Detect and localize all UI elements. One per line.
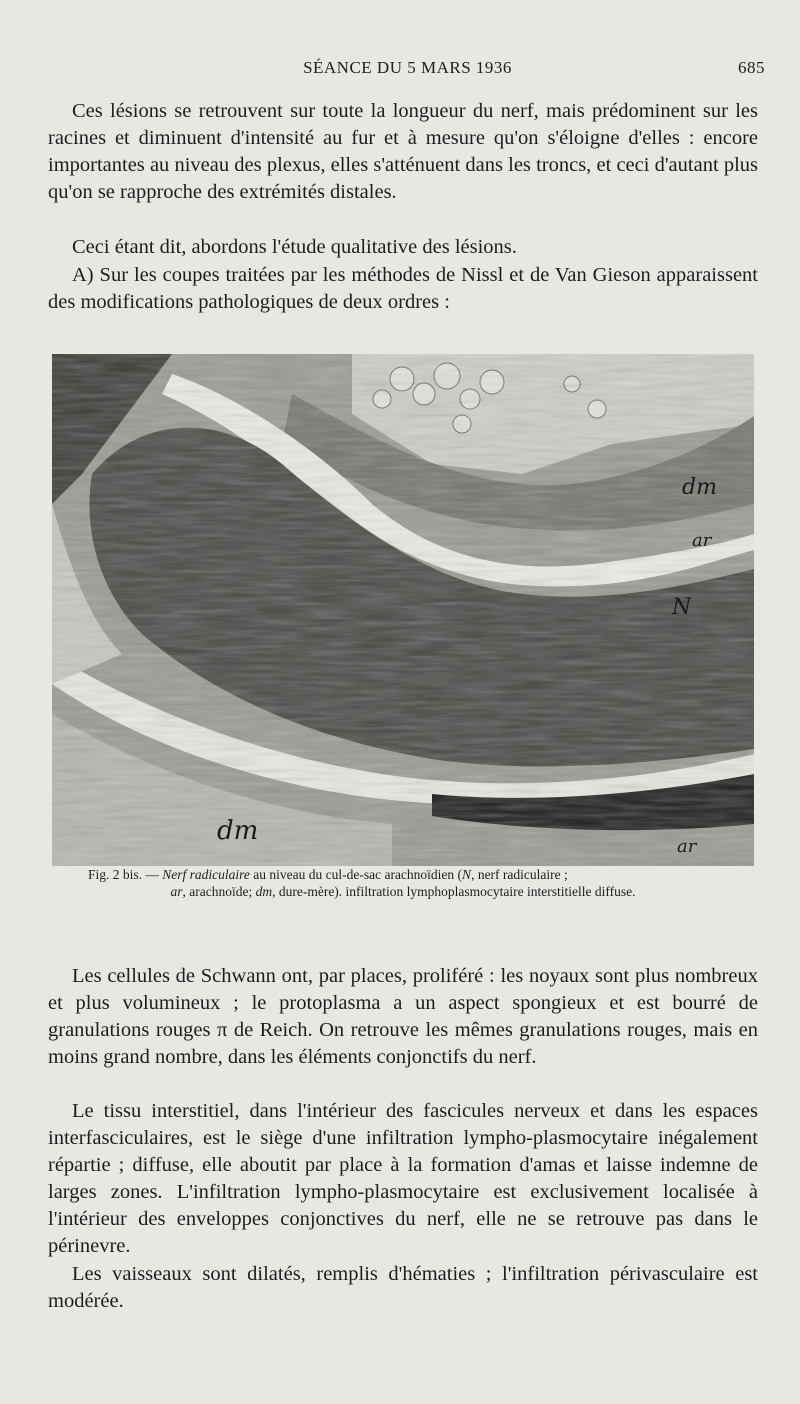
paragraph-methods: A) Sur les coupes traitées par les méthodes de Nissl et de Van Gieson apparaissent des modifications pathologiques de deux ordres : [48,264,758,313]
label-dm-upper: dm [682,475,717,500]
caption-dash: — [142,867,163,882]
caption-ar: ar [170,884,183,899]
caption-subject: Nerf radiculaire [162,867,250,882]
caption-fig-number: Fig. 2 bis. [88,867,143,882]
caption-text-3: , arachnoïde; [182,884,256,899]
micrograph-image [52,354,754,866]
label-dm-lower: dm [217,816,259,846]
paragraph-qualitative-study: Ceci étant dit, abordons l'étude qualitative des lésions. [72,236,517,258]
paragraph-interstitial-tissue: Le tissu interstitiel, dans l'intérieur des fascicules nerveux et dans les espaces interfasciculaires, est le siège d'une infiltration lympho-plasmocytaire inégalement répartie ; diffuse, elle aboutit par place à la formation d'amas et laisse indemne de larges zones. L'infiltration lympho-plasmocytaire est exclusivement localisée à l'intérieur des enveloppes conjonctives du nerf, elle ne se retrouve pas dans le périnevre. [48,1100,758,1257]
label-n-nerve: N [672,595,692,620]
paragraph-vessels: Les vaisseaux sont dilatés, remplis d'hématies ; l'infiltration périvasculaire est modérée. [48,1263,758,1312]
label-ar-lower: ar [677,836,697,857]
caption-text-2: , nerf radiculaire ; [471,867,568,882]
paragraph-schwann-cells: Les cellules de Schwann ont, par places, proliféré : les noyaux sont plus nombreux et plus volumineux ; le protoplasma a un aspect spongieux et est bourré de granulations rouges π de Reich. On retrouve les mêmes granulations rouges, mais en moins grand nombre, dans les éléments conjonctifs du nerf. [48,965,758,1068]
caption-text-4: , dure-mère). infiltration lymphoplasmocytaire interstitielle diffuse. [272,884,636,899]
caption-text-1: au niveau du cul-de-sac arachnoïdien ( [249,867,463,882]
caption-line-2 [88,883,718,900]
running-header [50,58,765,86]
caption-n: N [462,867,472,882]
label-ar-upper: ar [692,530,712,551]
header-title: SÉANCE DU 5 MARS 1936 [303,58,512,77]
caption-dm: dm [255,884,273,899]
paragraph-lesions-distribution: Ces lésions se retrouvent sur toute la longueur du nerf, mais prédominent sur les racines et diminuent d'intensité au fur et à mesure qu'on s'éloigne d'elles : encore importantes au niveau des plexus, elles s'atténuent dans les troncs, et ceci d'autant plus qu'on se rapproche des extrémités distales. [48,100,758,203]
page-number: 685 [738,58,765,77]
histology-micrograph [52,354,754,866]
figure-caption [88,866,718,900]
